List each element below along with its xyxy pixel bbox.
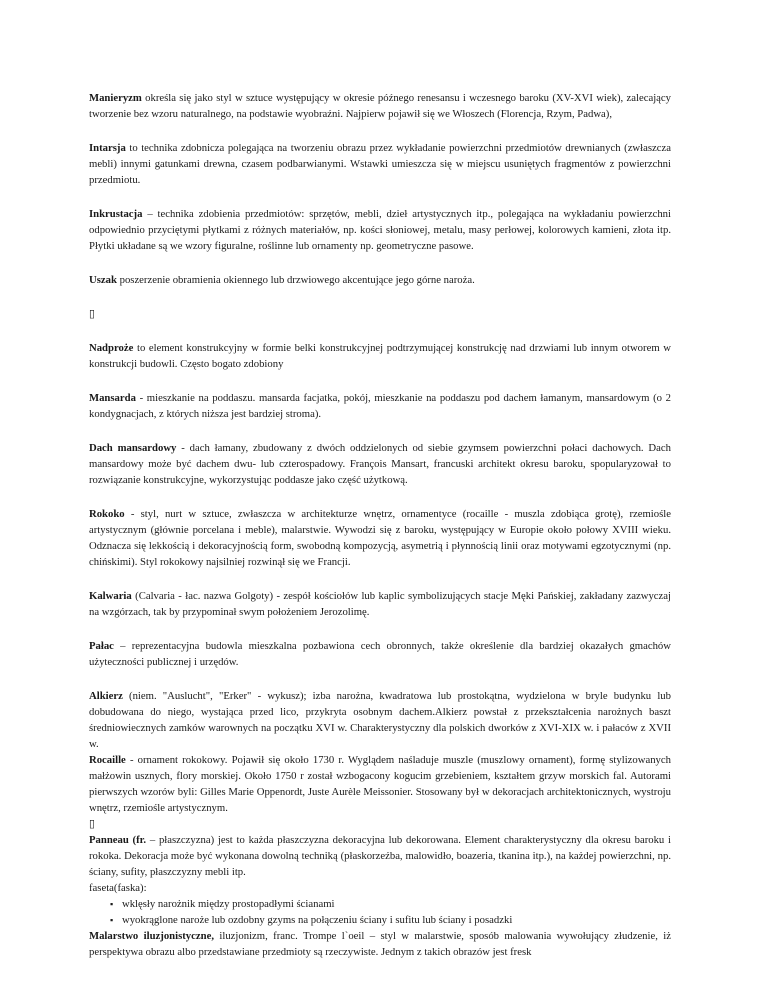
term-label: Nadproże xyxy=(89,342,134,354)
term-label: Rocaille xyxy=(89,754,126,766)
faseta-heading: faseta(faska): xyxy=(89,882,147,894)
term-label: Kalwaria xyxy=(89,590,132,602)
term-label: Pałac xyxy=(89,640,114,652)
entry-dach-mansardowy xyxy=(89,440,671,488)
term-definition: (Calvaria - łac. nazwa Golgoty) - zespół kościołów lub kaplic symbolizujących stacje Męki Pańskiej, zakładany zazwyczaj na wzgórzach, tak by przypominał swym położeniem Jerozolimę. xyxy=(89,590,671,618)
placeholder-glyph: ▯ xyxy=(89,308,95,320)
term-label: Rokoko xyxy=(89,508,125,520)
term-definition: - dach łamany, zbudowany z dwóch oddzielonych od siebie gzymsem powierzchni połaci dachowych. Dach mansardowy może być dachem dwu- lub czterospadowy. François Mansart, francuski architekt okresu baroku, spopularyzował to rozwiązanie konstrukcyjne, wykorzystując poddasze jako część użytkową. xyxy=(89,442,671,486)
entry-uszak xyxy=(89,272,671,288)
entry-inkrustacja xyxy=(89,206,671,254)
entry-manieryzm xyxy=(89,90,671,122)
term-label: Malarstwo iluzjonistyczne, xyxy=(89,930,215,942)
term-label: Uszak xyxy=(89,274,117,286)
entry-rokoko xyxy=(89,506,671,570)
placeholder-glyph: ▯ xyxy=(89,818,95,830)
term-label: Inkrustacja xyxy=(89,208,143,220)
term-label: Alkierz xyxy=(89,690,123,702)
term-label: Dach mansardowy xyxy=(89,442,177,454)
entry-mansarda xyxy=(89,390,671,422)
term-definition: poszerzenie obramienia okiennego lub drzwiowego akcentujące jego górne naroża. xyxy=(116,274,475,286)
list-item: ▪ wyokrąglone naroże lub ozdobny gzyms na połączeniu ściany i sufitu lub ściany i posadzki xyxy=(114,912,671,928)
entry-rocaille xyxy=(89,752,671,816)
term-definition: – reprezentacyjna budowla mieszkalna pozbawiona cech obronnych, także określenie dla bardziej okazałych gmachów użyteczności publicznej i urzędów. xyxy=(89,640,671,668)
term-label: Manieryzm xyxy=(89,92,142,104)
term-definition: określa się jako styl w sztuce występujący w okresie późnego renesansu i wczesnego baroku (XV-XVI wiek), zalecający tworzenie bez wzoru naturalnego, na podstawie wyobraźni. Najpierw pojawił się we Włoszech (Florencja, Rzym, Padwa), xyxy=(89,92,671,120)
entry-palac xyxy=(89,638,671,670)
term-label: Panneau (fr. xyxy=(89,834,147,846)
term-definition: - ornament rokokowy. Pojawił się około 1730 r. Wyglądem naśladuje muszle (muszlowy ornament), formę stylizowanych małżowin usznych, flory morskiej. Około 1750 r został wzbogacony kogucim grzebieniem, kształtem grzyw morskich fal. Autorami pierwszych wzorów byli: Gilles Marie Oppenordt, Juste Aurèle Meissonier. Stosowany był w dekoracjach architektonicznych, wystroju wnętrz, rzemiośle artystycznym. xyxy=(89,754,671,814)
faseta-list xyxy=(89,896,671,928)
entry-panneau xyxy=(89,832,671,880)
term-definition: iluzjonizm, franc. Trompe l`oeil – styl w malarstwie, sposób malowania wywołujący złudzenie, iż perspektywa obrazu albo przedstawiane przedmioty są rzeczywiste. Jednym z takich obrazów jest fresk xyxy=(89,930,672,958)
term-label: Mansarda xyxy=(89,392,136,404)
term-definition: to technika zdobnicza polegająca na tworzeniu obrazu przez wykładanie powierzchni przedmiotów drewnianych (zwłaszcza mebli) innymi gatunkami drewna, czasem podbarwianymi. Wstawki umieszcza się w miejscu usuniętych fragmentów z powierzchni przedmiotu. xyxy=(89,142,671,186)
term-definition: – płaszczyzna) jest to każda płaszczyzna dekoracyjna lub dekorowana. Element charakterystyczny dla okresu baroku i rokoka. Dekoracja może być wykonana dowolną techniką (płaskorzeźba, malowidło, boazeria, tkanina itp.), na każdej powierzchni, np. ściany, sufity, płaszczyzny mebli itp. xyxy=(89,834,672,878)
list-item: ▪ wklęsły narożnik między prostopadłymi ścianami xyxy=(114,896,671,912)
term-definition: – technika zdobienia przedmiotów: sprzętów, mebli, dzieł artystycznych itp., polegająca na wykładaniu powierzchni odpowiednio przyciętymi płytkami z różnych materiałów, np. kości słoniowej, metalu, masy perłowej, kolorowych kamieni, złota itp. Płytki układane są we wzory figuralne, roślinne lub ornamenty np. geometryczne pasowe. xyxy=(89,208,671,252)
entry-alkierz xyxy=(89,688,671,752)
entry-intarsja xyxy=(89,140,671,188)
term-definition: (niem. "Auslucht", "Erker" - wykusz); izba narożna, kwadratowa lub prostokątna, wydzielona w bryle budynku lub dobudowana do niego, wystająca przed lico, przykryta osobnym dachem.Alkierz powstał z przekształcenia narożnych baszt średniowiecznych zamków warownych na początku XVI w. Charakterystyczny dla polskich dworków z XVI-XIX w. i pałaców z XVII w. xyxy=(89,690,671,750)
term-definition: - mieszkanie na poddaszu. mansarda facjatka, pokój, mieszkanie na poddaszu pod dachem łamanym, mansardowym (o 2 kondygnacjach, z których niższa jest bardziej stroma). xyxy=(89,392,671,420)
term-label: Intarsja xyxy=(89,142,126,154)
entry-nadproze xyxy=(89,340,671,372)
document-page xyxy=(89,90,671,960)
entry-malarstwo-iluzjonistyczne xyxy=(89,928,671,960)
term-definition: - styl, nurt w sztuce, zwłaszcza w architekturze wnętrz, ornamentyce (rocaille - muszla zdobiąca grotę), rzemiośle artystycznym (głównie porcelana i meble), malarstwie. Wywodzi się z baroku, występujący w Europie około połowy XVIII wieku. Odznacza się lekkością i dekoracyjnością form, swobodną kompozycją, asymetrią i płynnością linii oraz motywami egzotycznymi (np. chińskimi). Styl rokokowy najsilniej rozwinął się we Francji. xyxy=(89,508,671,568)
entry-kalwaria xyxy=(89,588,671,620)
term-definition: to element konstrukcyjny w formie belki konstrukcyjnej podtrzymującej konstrukcję nad drzwiami lub innym otworem w konstrukcji budowli. Często bogato zdobiony xyxy=(89,342,671,370)
